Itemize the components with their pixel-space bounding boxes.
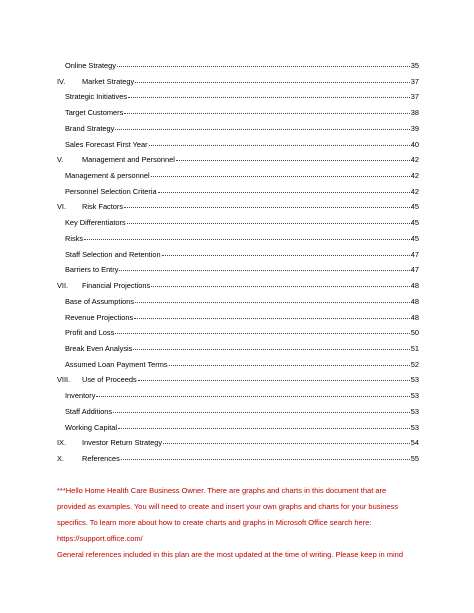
toc-entry-title: Personnel Selection Criteria — [65, 186, 157, 196]
toc-entry[interactable] — [65, 323, 419, 337]
dot-leader — [121, 459, 410, 460]
note-line-1: ***Hello Home Health Care Business Owner. There are graphs and charts in this document that are — [57, 486, 387, 495]
toc-entry-title: Risk Factors — [82, 202, 124, 212]
toc-entry-page: 42 — [410, 171, 419, 181]
dot-leader — [149, 145, 410, 146]
dot-leader — [118, 428, 410, 429]
toc-entry[interactable] — [57, 449, 419, 463]
toc-entry-title: Strategic Initiatives — [65, 92, 128, 102]
toc-entry-title: Working Capital — [65, 422, 118, 432]
toc-entry-page: 40 — [410, 139, 419, 149]
toc-entry[interactable] — [57, 276, 419, 290]
dot-leader — [135, 302, 410, 303]
toc-entry-page: 45 — [410, 233, 419, 243]
toc-entry-page: 54 — [410, 438, 419, 448]
toc-entry-title: Risks — [65, 233, 84, 243]
toc-entry-title: Use of Proceeds — [82, 375, 137, 385]
toc-entry[interactable] — [57, 370, 419, 384]
toc-entry-number: IX. — [57, 438, 67, 448]
dot-leader — [138, 380, 410, 381]
toc-entry-title: Assumed Loan Payment Terms — [65, 359, 168, 369]
toc-entry[interactable] — [65, 87, 419, 101]
dot-leader — [115, 129, 409, 130]
toc-entry-title: Management & personnel — [65, 171, 150, 181]
dot-leader — [133, 349, 409, 350]
toc-entry-number: X. — [57, 454, 64, 463]
dot-leader — [115, 333, 409, 334]
note-line-5: General references included in this plan are the most updated at the time of writing. Please keep in mind — [57, 550, 404, 559]
toc-entry-page: 52 — [410, 359, 419, 369]
toc-entry-page: 38 — [410, 108, 419, 118]
toc-entry-number: IV. — [57, 76, 66, 86]
dot-leader — [176, 160, 410, 161]
toc-entry[interactable] — [65, 166, 419, 180]
dot-leader — [162, 255, 410, 256]
toc-entry-title: Brand Strategy — [65, 123, 115, 133]
toc-entry-title: Online Strategy — [65, 61, 116, 70]
toc-entry[interactable] — [65, 213, 419, 227]
toc-entry-title: Revenue Projections — [65, 312, 134, 322]
toc-entry-number: VIII. — [57, 375, 71, 385]
toc-entry-page: 53 — [410, 422, 419, 432]
dot-leader — [124, 113, 409, 114]
toc-entry-number: V. — [57, 155, 64, 165]
toc-entry[interactable] — [57, 72, 419, 86]
dot-leader — [128, 97, 410, 98]
toc-entry[interactable] — [65, 182, 419, 196]
toc-entry-page: 37 — [410, 92, 419, 102]
toc-entry[interactable] — [65, 292, 419, 306]
toc-entry[interactable] — [65, 386, 419, 400]
toc-entry[interactable] — [65, 103, 419, 117]
toc-entry-title: Financial Projections — [82, 281, 151, 291]
toc-entry-page: 39 — [410, 123, 419, 133]
toc-entry-page: 37 — [410, 76, 419, 86]
red-note — [57, 483, 419, 563]
toc-entry-title: Key Differentiators — [65, 218, 126, 228]
toc-entry-page: 47 — [410, 265, 419, 275]
toc-entry-title: Profit and Loss — [65, 328, 115, 338]
toc-entry-page: 48 — [410, 312, 419, 322]
toc-entry[interactable] — [65, 339, 419, 353]
toc-entry-title: Target Customers — [65, 108, 124, 118]
toc-entry-page: 53 — [410, 406, 419, 416]
toc-entry-number: VI. — [57, 202, 67, 212]
toc-entry-page: 48 — [410, 281, 419, 291]
toc-entry-title: Inventory — [65, 391, 96, 401]
toc-entry[interactable] — [57, 197, 419, 211]
toc-entry[interactable] — [65, 56, 419, 70]
dot-leader — [96, 396, 409, 397]
dot-leader — [163, 443, 410, 444]
toc-entry-title: References — [82, 454, 120, 463]
toc-entry-number: VII. — [57, 281, 69, 291]
toc-entry-page: 35 — [410, 61, 419, 70]
note-link[interactable]: https://support.office.com/ — [57, 534, 143, 543]
toc-entry-page: 42 — [410, 186, 419, 196]
toc-entry[interactable] — [57, 433, 419, 447]
toc-entry[interactable] — [65, 119, 419, 133]
toc-entry-page: 53 — [410, 375, 419, 385]
dot-leader — [151, 176, 410, 177]
toc-entry-title: Management and Personnel — [82, 155, 175, 165]
dot-leader — [124, 207, 410, 208]
toc-entry[interactable] — [65, 135, 419, 149]
dot-leader — [119, 270, 409, 271]
toc-entry[interactable] — [57, 150, 419, 164]
toc-entry[interactable] — [65, 308, 419, 322]
dot-leader — [151, 286, 410, 287]
dot-leader — [169, 365, 410, 366]
toc-entry[interactable] — [65, 229, 419, 243]
dot-leader — [84, 239, 410, 240]
toc-entry-title: Staff Selection and Retention — [65, 249, 161, 259]
note-line-3: specifics. To learn more about how to create charts and graphs in Microsoft Office search here: — [57, 518, 372, 527]
dot-leader — [134, 318, 410, 319]
toc-entry-page: 55 — [410, 454, 419, 463]
toc-entry-page: 42 — [410, 155, 419, 165]
toc-entry[interactable] — [65, 355, 419, 369]
dot-leader — [113, 412, 410, 413]
toc-entry-page: 47 — [410, 249, 419, 259]
toc-entry-title: Staff Additions — [65, 406, 113, 416]
toc-entry[interactable] — [65, 260, 419, 274]
dot-leader — [127, 223, 410, 224]
toc-entry-title: Break Even Analysis — [65, 343, 133, 353]
note-line-2: provided as examples. You will need to create and insert your own graphs and charts for your business — [57, 502, 399, 511]
toc-entry-page: 45 — [410, 202, 419, 212]
dot-leader — [158, 192, 410, 193]
toc-entry-title: Market Strategy — [82, 76, 135, 86]
dot-leader — [135, 82, 410, 83]
toc-entry-title: Barriers to Entry — [65, 265, 119, 275]
toc-entry-page: 50 — [410, 328, 419, 338]
toc-entry-title: Sales Forecast First Year — [65, 139, 148, 149]
toc-entry-title: Base of Assumptions — [65, 296, 135, 306]
toc-entry-title: Investor Return Strategy — [82, 438, 163, 448]
toc-entry[interactable] — [65, 402, 419, 416]
toc-entry[interactable] — [65, 245, 419, 259]
toc-entry-page: 45 — [410, 218, 419, 228]
toc-entry[interactable] — [65, 418, 419, 432]
dot-leader — [117, 66, 410, 67]
toc-entry-page: 48 — [410, 296, 419, 306]
toc-entry-page: 51 — [410, 343, 419, 353]
toc-entry-page: 53 — [410, 391, 419, 401]
